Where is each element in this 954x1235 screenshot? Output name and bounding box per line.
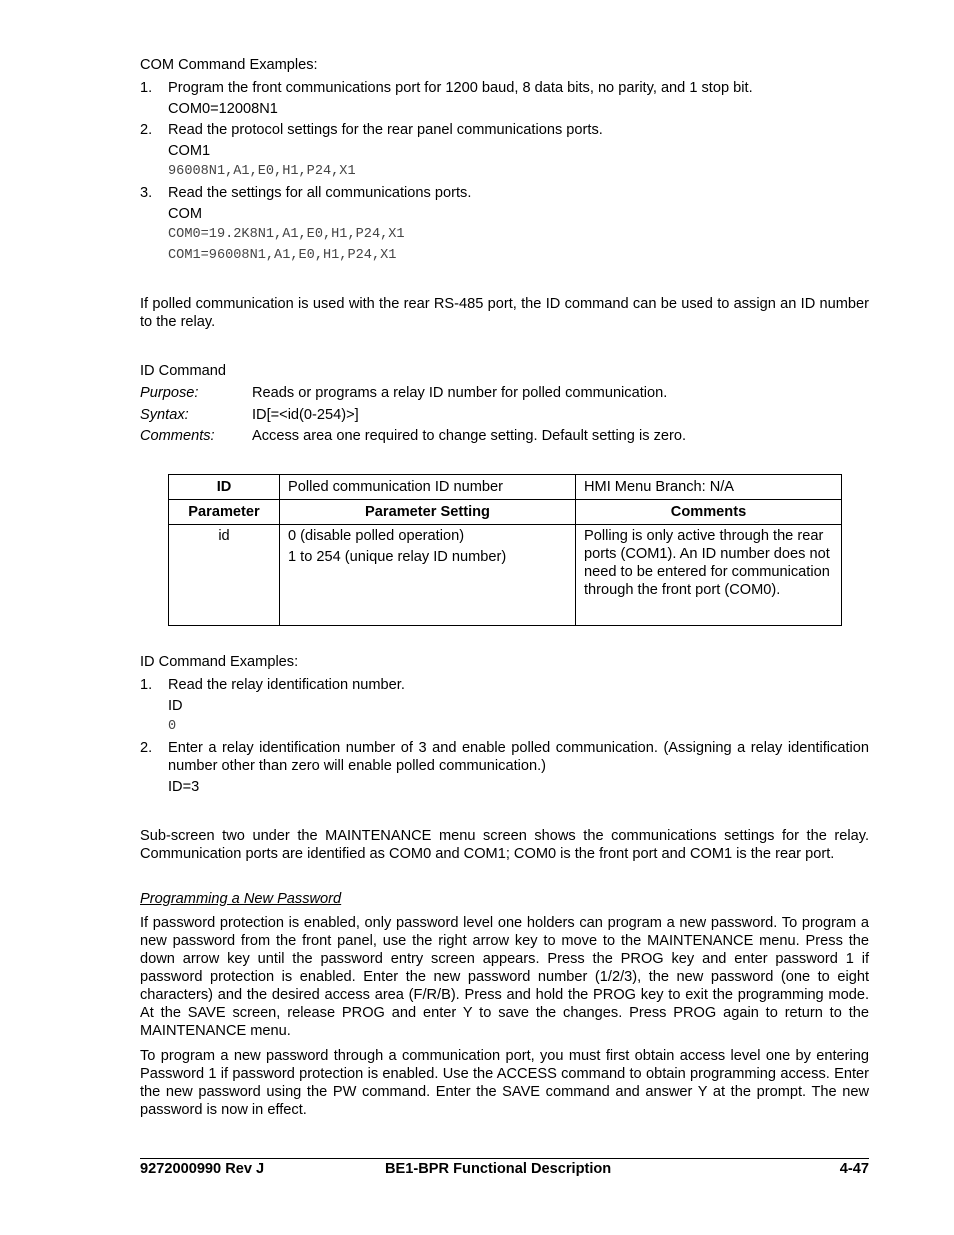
password-paragraph-1: If password protection is enabled, only password level one holders can program a new password. To program a new password from the front panel, use the right arrow key to move to the MAINTENANCE menu. Press the down arrow key until the password entry screen appears. Press the PROG key and enter password 1 if password protection is enabled. Enter the new password number (1/2/3), the new password (one to eight characters) and the desired access area (F/R/B). Press and hold the PROG key to exit the programming mode. At the SAVE screen, release PROG and enter Y to save the changes. Press PROG again to return to the MAINTENANCE menu.	[140, 915, 869, 1039]
list-item-text: Program the front communications port for 1200 baud, 8 data bits, no parity, and 1 stop bit.	[168, 80, 753, 96]
list-number: 1.	[140, 80, 153, 96]
footer-doc-number: 9272000990 Rev J	[140, 1161, 265, 1177]
command-text: ID=3	[168, 779, 200, 795]
subscreen-paragraph: Sub-screen two under the MAINTENANCE menu screen shows the communications settings for the relay. Communication ports are identified as COM0 and COM1; COM0 is the front port and COM1 is the rear port.	[140, 828, 869, 862]
table-cell: ID	[169, 475, 280, 500]
command-text: ID	[168, 698, 183, 714]
table-header-row	[169, 500, 842, 525]
response-text: COM1=96008N1,A1,E0,H1,P24,X1	[168, 248, 397, 263]
table-cell: HMI Menu Branch: N/A	[576, 475, 842, 500]
polled-paragraph: If polled communication is used with the rear RS-485 port, the ID command can be used to assign an ID number to the relay.	[140, 296, 869, 330]
syntax-text: ID[=<id(0-254)>]	[252, 407, 359, 423]
comments-label: Comments:	[140, 428, 215, 444]
command-text: COM1	[168, 143, 211, 159]
list-number: 3.	[140, 185, 153, 201]
list-item-text: Read the relay identification number.	[168, 677, 405, 693]
com-examples-heading: COM Command Examples:	[140, 57, 318, 73]
password-paragraph-2: To program a new password through a communication port, you must first obtain access level one by entering Password 1 if password protection is enabled. Use the ACCESS command to obtain programming access. Enter the new password using the PW command. Enter the SAVE command and answer Y at the prompt. The new password is now in effect.	[140, 1048, 869, 1118]
list-number: 2.	[140, 122, 153, 138]
table-row	[169, 475, 842, 500]
column-header: Parameter Setting	[280, 500, 576, 525]
list-item-text: Read the protocol settings for the rear panel communications ports.	[168, 122, 603, 138]
setting-line: 0 (disable polled operation)	[288, 528, 465, 544]
page-number: 4-47	[839, 1161, 869, 1177]
response-text: COM0=19.2K8N1,A1,E0,H1,P24,X1	[168, 227, 405, 242]
table-cell: Polled communication ID number	[280, 475, 576, 500]
id-command-title: ID Command	[140, 363, 226, 379]
column-header: Parameter	[169, 500, 280, 525]
footer-divider	[140, 1158, 869, 1159]
table-row	[169, 525, 842, 626]
response-text: 96008N1,A1,E0,H1,P24,X1	[168, 164, 356, 179]
syntax-label: Syntax:	[140, 407, 189, 423]
list-item-text: Enter a relay identification number of 3 and enable polled communication. (Assigning a relay identification number other than zero will enable polled communication.)	[168, 740, 869, 774]
setting-line: 1 to 254 (unique relay ID number)	[288, 549, 507, 565]
footer-title: BE1-BPR Functional Description	[385, 1161, 612, 1177]
list-number: 1.	[140, 677, 153, 693]
command-text: COM0=12008N1	[168, 101, 278, 117]
response-text: 0	[168, 719, 177, 734]
id-settings-table	[168, 474, 842, 626]
table-cell: Polling is only active through the rear ports (COM1). An ID number does not need to be entered for communication through the front port (COM0).	[576, 525, 842, 626]
list-item-text: Read the settings for all communications ports.	[168, 185, 472, 201]
table-cell	[280, 525, 576, 626]
command-text: COM	[168, 206, 203, 222]
column-header: Comments	[576, 500, 842, 525]
purpose-text: Reads or programs a relay ID number for polled communication.	[252, 385, 668, 401]
table-cell: id	[169, 525, 280, 626]
comments-text: Access area one required to change setting. Default setting is zero.	[252, 428, 687, 444]
list-number: 2.	[140, 740, 153, 756]
id-examples-heading: ID Command Examples:	[140, 654, 299, 670]
section-title: Programming a New Password	[140, 891, 342, 907]
purpose-label: Purpose:	[140, 385, 199, 401]
